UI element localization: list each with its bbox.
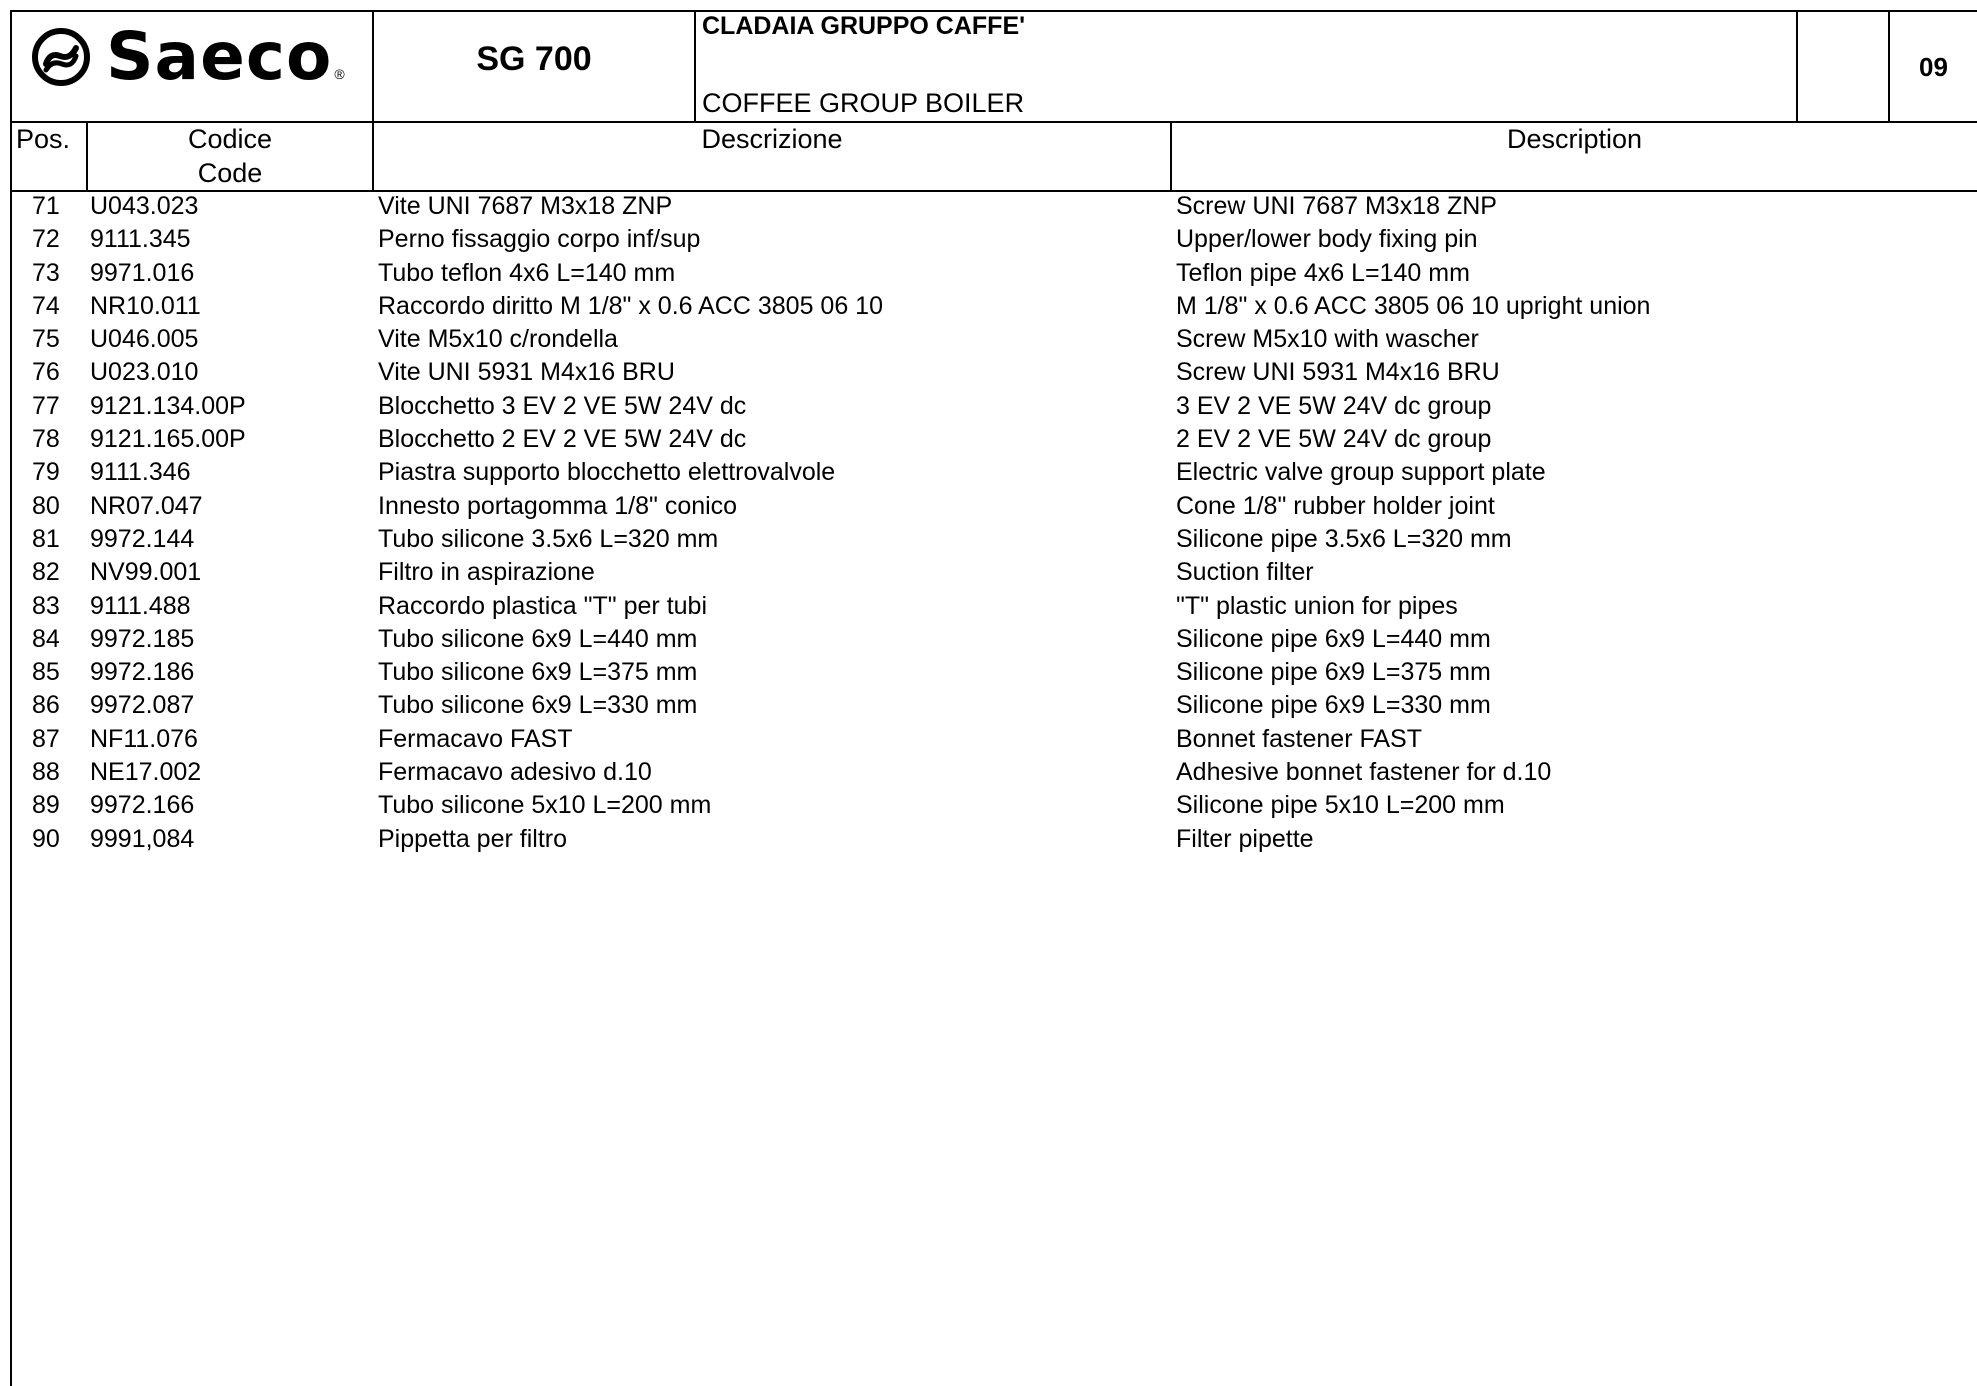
table-row: [0, 823, 1977, 856]
cell-description-en: Silicone pipe 6x9 L=375 mm: [1176, 658, 1491, 687]
table-row: [0, 689, 1977, 722]
cell-pos: 86: [32, 691, 60, 720]
cell-pos: 76: [32, 358, 60, 387]
cell-description-en: Silicone pipe 6x9 L=330 mm: [1176, 691, 1491, 720]
cell-description-it: Blocchetto 3 EV 2 VE 5W 24V dc: [378, 391, 747, 420]
cell-description-it: Vite UNI 5931 M4x16 BRU: [378, 358, 675, 387]
frame-divider-logo: [372, 10, 374, 192]
table-row: [0, 623, 1977, 656]
cell-description-it: Tubo silicone 6x9 L=375 mm: [378, 658, 698, 687]
cell-description-it: Raccordo diritto M 1/8" x 0.6 ACC 3805 06 10: [378, 291, 883, 320]
table-row: [0, 723, 1977, 756]
cell-code: NF11.076: [90, 724, 198, 753]
cell-pos: 80: [32, 491, 60, 520]
brand-name: Saeco: [106, 18, 333, 95]
cell-description-en: Adhesive bonnet fastener for d.10: [1176, 758, 1552, 787]
cell-description-it: Perno fissaggio corpo inf/sup: [378, 225, 701, 254]
cell-pos: 81: [32, 524, 60, 553]
cell-code: 9991,084: [90, 824, 195, 853]
title-english: COFFEE GROUP BOILER: [702, 88, 1025, 118]
column-header-code-it: Codice: [187, 124, 273, 154]
cell-pos: 89: [32, 791, 60, 820]
cell-code: NE17.002: [90, 758, 202, 787]
cell-description-en: Filter pipette: [1176, 824, 1314, 853]
cell-pos: 74: [32, 291, 60, 320]
cell-code: NR10.011: [90, 291, 201, 320]
table-row: [0, 490, 1977, 523]
table-row: [0, 556, 1977, 589]
model-name: SG 700: [476, 40, 592, 78]
cell-description-it: Tubo silicone 3.5x6 L=320 mm: [378, 524, 719, 553]
cell-code: 9972.186: [90, 658, 195, 687]
cell-code: 9971.016: [90, 258, 195, 287]
cell-description-en: Screw UNI 5931 M4x16 BRU: [1176, 358, 1500, 387]
table-row: [0, 423, 1977, 456]
cell-description-en: Teflon pipe 4x6 L=140 mm: [1176, 258, 1470, 287]
cell-code: NR07.047: [90, 491, 203, 520]
cell-pos: 84: [32, 624, 60, 653]
cell-pos: 82: [32, 558, 60, 587]
cell-code: 9111.346: [90, 458, 191, 487]
cell-description-it: Tubo teflon 4x6 L=140 mm: [378, 258, 676, 287]
cell-description-it: Tubo silicone 6x9 L=440 mm: [378, 624, 698, 653]
cell-description-it: Raccordo plastica "T" per tubi: [378, 591, 708, 620]
cell-code: U043.023: [90, 192, 199, 220]
cell-description-it: Blocchetto 2 EV 2 VE 5W 24V dc: [378, 425, 747, 454]
cell-description-en: Cone 1/8" rubber holder joint: [1176, 491, 1495, 520]
cell-description-en: Silicone pipe 3.5x6 L=320 mm: [1176, 524, 1512, 553]
cell-pos: 88: [32, 758, 60, 787]
cell-description-en: Electric valve group support plate: [1176, 458, 1546, 487]
table-row: [0, 356, 1977, 389]
cell-pos: 73: [32, 258, 60, 287]
cell-pos: 83: [32, 591, 60, 620]
cell-pos: 87: [32, 724, 60, 753]
cell-description-en: M 1/8" x 0.6 ACC 3805 06 10 upright union: [1176, 291, 1651, 320]
table-row: [0, 523, 1977, 556]
cell-code: U023.010: [90, 358, 199, 387]
cell-code: 9972.144: [90, 524, 195, 553]
cell-description-en: Silicone pipe 6x9 L=440 mm: [1176, 624, 1491, 653]
table-row: [0, 456, 1977, 489]
cell-description-en: Screw UNI 7687 M3x18 ZNP: [1176, 192, 1497, 220]
cell-description-it: Fermacavo adesivo d.10: [378, 758, 652, 787]
cell-description-en: 2 EV 2 VE 5W 24V dc group: [1176, 425, 1492, 454]
cell-code: 9121.134.00P: [90, 391, 246, 420]
frame-divider-model: [694, 10, 696, 123]
table-row: [0, 223, 1977, 256]
cell-pos: 78: [32, 425, 60, 454]
table-row: [0, 190, 1977, 223]
cell-code: 9972.166: [90, 791, 195, 820]
saeco-logo-icon: [30, 26, 92, 88]
cell-pos: 90: [32, 824, 60, 853]
cell-code: 9972.087: [90, 691, 195, 720]
column-header-code-en: Code: [197, 158, 263, 188]
table-row: [0, 390, 1977, 423]
cell-pos: 72: [32, 225, 60, 254]
cell-description-it: Filtro in aspirazione: [378, 558, 595, 587]
registered-mark: ®: [334, 66, 345, 82]
frame-divider-title: [1796, 10, 1798, 123]
table-row: [0, 789, 1977, 822]
table-row: [0, 290, 1977, 323]
title-italian: CLADAIA GRUPPO CAFFE': [702, 12, 1026, 40]
cell-code: 9121.165.00P: [90, 425, 246, 454]
cell-pos: 85: [32, 658, 60, 687]
cell-description-it: Tubo silicone 6x9 L=330 mm: [378, 691, 698, 720]
cell-description-en: Screw M5x10 with wascher: [1176, 325, 1479, 354]
column-header-pos: Pos.: [16, 124, 71, 154]
cell-pos: 71: [32, 192, 60, 220]
cell-code: 9111.488: [90, 591, 191, 620]
cell-description-it: Innesto portagomma 1/8" conico: [378, 491, 738, 520]
saeco-logo: [30, 18, 345, 95]
table-row: [0, 756, 1977, 789]
cell-description-en: 3 EV 2 VE 5W 24V dc group: [1176, 391, 1492, 420]
table-row: [0, 323, 1977, 356]
cell-pos: 77: [32, 391, 60, 420]
cell-pos: 79: [32, 458, 60, 487]
cell-description-en: "T" plastic union for pipes: [1176, 591, 1458, 620]
cell-code: 9111.345: [90, 225, 191, 254]
cell-description-it: Vite M5x10 c/rondella: [378, 325, 618, 354]
cell-description-it: Piastra supporto blocchetto elettrovalvole: [378, 458, 836, 487]
cell-description-it: Fermacavo FAST: [378, 724, 573, 753]
cell-description-it: Vite UNI 7687 M3x18 ZNP: [378, 192, 673, 220]
table-row: [0, 590, 1977, 623]
cell-description-en: Suction filter: [1176, 558, 1314, 587]
cell-description-en: Bonnet fastener FAST: [1176, 724, 1422, 753]
cell-description-en: Upper/lower body fixing pin: [1176, 225, 1478, 254]
cell-code: 9972.185: [90, 624, 195, 653]
column-header-description-it: Descrizione: [701, 124, 843, 154]
table-row: [0, 656, 1977, 689]
cell-description-en: Silicone pipe 5x10 L=200 mm: [1176, 791, 1505, 820]
cell-code: U046.005: [90, 325, 199, 354]
cell-code: NV99.001: [90, 558, 202, 587]
column-header-description-en: Description: [1506, 124, 1643, 154]
parts-table-body: [0, 190, 1977, 856]
cell-description-it: Pippetta per filtro: [378, 824, 567, 853]
cell-pos: 75: [32, 325, 60, 354]
cell-description-it: Tubo silicone 5x10 L=200 mm: [378, 791, 712, 820]
table-row: [0, 257, 1977, 290]
page-number: 09: [1919, 52, 1948, 82]
column-header-code: [88, 122, 372, 190]
